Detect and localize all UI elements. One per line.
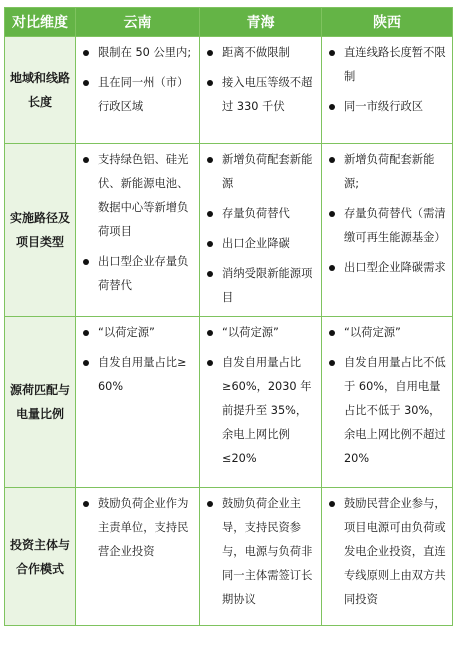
dimension-label-line1: 投资主体与: [9, 537, 70, 552]
bullet-item: 自发自用量占比不低于 60%，自用电量占比不低于 30%，余电上网比例不超过 20%: [324, 351, 449, 471]
dimension-cell: [5, 144, 76, 317]
bullet-list: [200, 488, 321, 612]
dimension-label-line2: 长度: [27, 95, 52, 109]
bullet-item: 接入电压等级不超过 330 千伏: [202, 71, 318, 119]
bullet-item: 距离不做限制: [202, 41, 318, 65]
bullet-item: “以荷定源”: [324, 321, 449, 345]
bullet-list: [322, 317, 452, 471]
comparison-table: [4, 7, 453, 626]
bullet-item: 出口型企业存量负荷替代: [78, 250, 196, 298]
bullet-item: “以荷定源”: [78, 321, 196, 345]
bullet-item: 存量负荷替代: [202, 202, 318, 226]
bullet-item: 限制在 50 公里内;: [78, 41, 196, 65]
bullet-list: [322, 144, 452, 280]
table-row: [5, 37, 453, 144]
bullet-item: 同一市级行政区: [324, 95, 449, 119]
dimension-label-line1: 源荷匹配与: [9, 383, 70, 397]
yunnan-cell: [76, 144, 200, 317]
bullet-item: 自发自用量占比≥60%，2030 年前提升至 35%，余电上网比例≤20%: [202, 351, 318, 471]
bullet-item: 存量负荷替代（需清缴可再生能源基金）: [324, 202, 449, 250]
table-row: [5, 144, 453, 317]
bullet-item: 鼓励负荷企业作为主责单位，支持民营企业投资: [78, 492, 196, 564]
header-qinghai: 青海: [200, 8, 322, 37]
bullet-item: 新增负荷配套新能源: [202, 148, 318, 196]
yunnan-cell: [76, 317, 200, 488]
bullet-item: 且在同一州（市）行政区域: [78, 71, 196, 119]
bullet-list: [76, 317, 199, 399]
dimension-cell: [5, 37, 76, 144]
bullet-list: [76, 144, 199, 298]
dimension-label-line2: 项目类型: [15, 235, 64, 249]
bullet-list: [322, 37, 452, 119]
dimension-cell: [5, 317, 76, 488]
dimension-label-line2: 合作模式: [15, 561, 64, 576]
shaanxi-cell: [322, 488, 453, 626]
qinghai-cell: [200, 317, 322, 488]
bullet-list: [200, 317, 321, 471]
qinghai-cell: [200, 144, 322, 317]
bullet-item: 鼓励民营企业参与，项目电源可由负荷或发电企业投资，直连专线原则上由双方共同投资: [324, 492, 449, 612]
yunnan-cell: [76, 488, 200, 626]
shaanxi-cell: [322, 144, 453, 317]
header-yunnan: 云南: [76, 8, 200, 37]
table-body: [5, 37, 453, 626]
yunnan-cell: [76, 37, 200, 144]
bullet-list: [200, 37, 321, 119]
bullet-item: 出口企业降碳: [202, 232, 318, 256]
bullet-item: 消纳受限新能源项目: [202, 262, 318, 310]
shaanxi-cell: [322, 317, 453, 488]
bullet-item: 出口型企业降碳需求: [324, 256, 449, 280]
bullet-item: 直连线路长度暂不限制: [324, 41, 449, 89]
dimension-cell: [5, 488, 76, 626]
bullet-list: [322, 488, 452, 612]
bullet-list: [200, 144, 321, 310]
shaanxi-cell: [322, 37, 453, 144]
bullet-item: 支持绿色铝、硅光伏、新能源电池、数据中心等新增负荷项目: [78, 148, 196, 244]
bullet-item: 新增负荷配套新能源;: [324, 148, 449, 196]
header-row: [5, 8, 453, 37]
bullet-item: 自发自用量占比≥ 60%: [78, 351, 196, 399]
table-row: [5, 488, 453, 626]
header-shaanxi: 陕西: [322, 8, 453, 37]
dimension-label-line1: 地域和线路: [9, 71, 70, 85]
dimension-label-line1: 实施路径及: [9, 211, 70, 225]
table-row: [5, 317, 453, 488]
bullet-list: [76, 37, 199, 119]
bullet-item: 鼓励负荷企业主导，支持民资参与，电源与负荷非同一主体需签订长期协议: [202, 492, 318, 612]
bullet-list: [76, 488, 199, 564]
qinghai-cell: [200, 488, 322, 626]
bullet-item: “以荷定源”: [202, 321, 318, 345]
header-dimension: 对比维度: [5, 8, 76, 37]
qinghai-cell: [200, 37, 322, 144]
dimension-label-line2: 电量比例: [15, 407, 64, 421]
